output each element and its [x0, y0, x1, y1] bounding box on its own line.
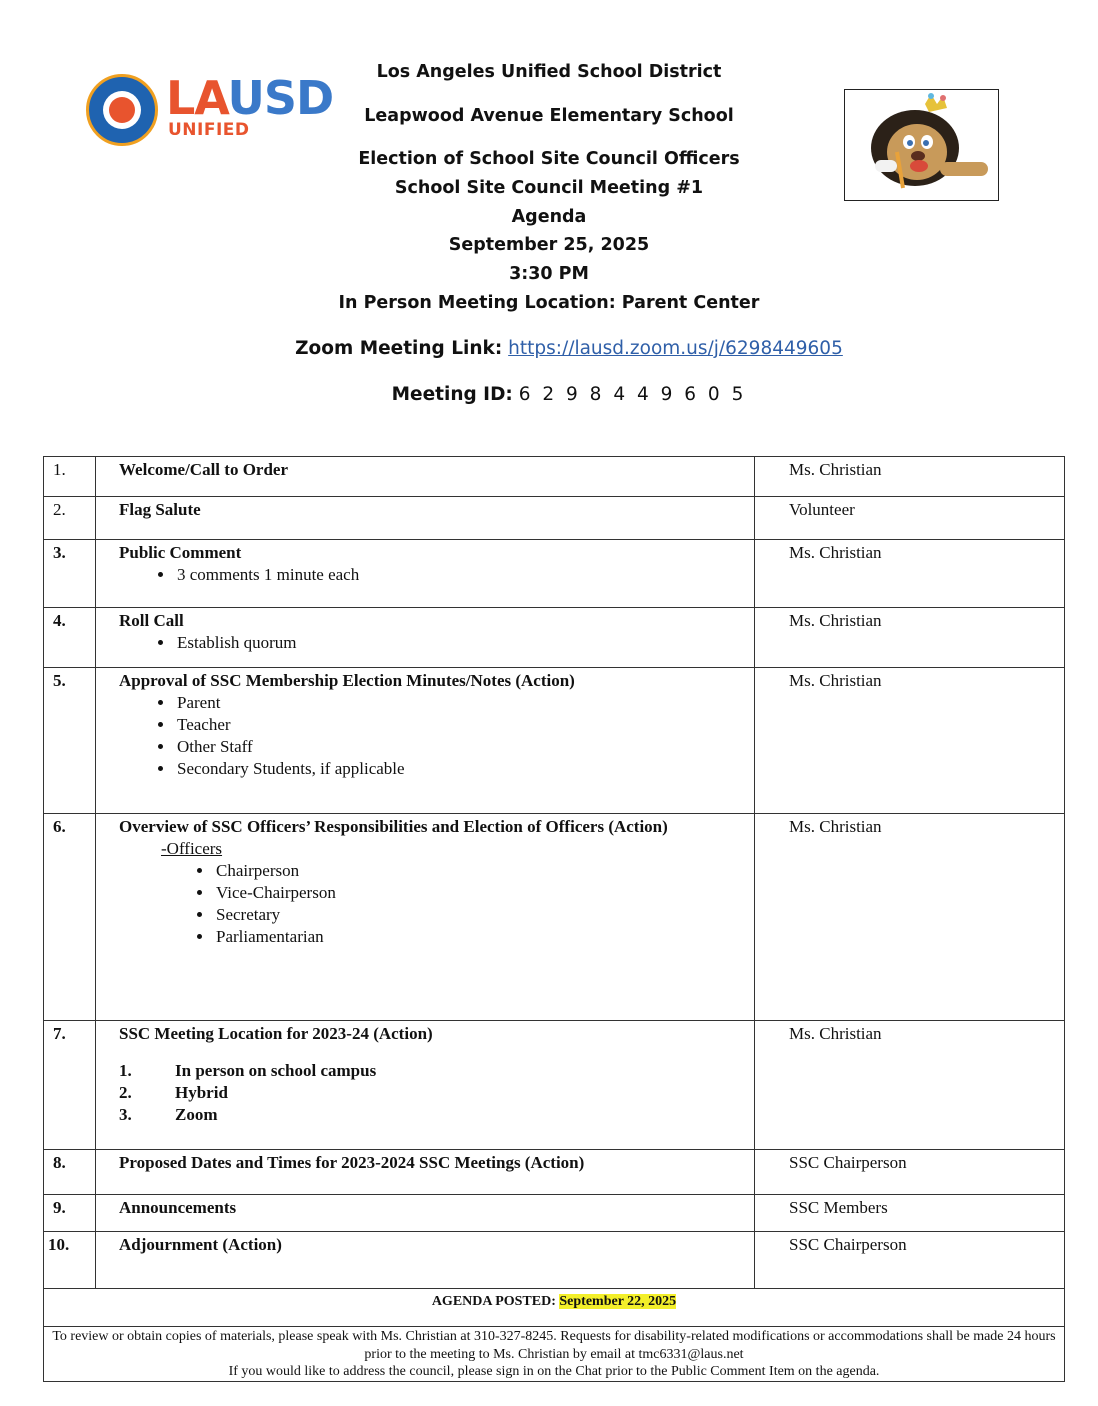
item-number: 6. [44, 814, 96, 1021]
item-number: 3. [44, 540, 96, 608]
list-item: 2. Hybrid [119, 1083, 228, 1102]
logo-word-usd: USD [227, 71, 334, 125]
list-item: • Other Staff [175, 736, 746, 758]
option-list [119, 1060, 746, 1126]
item-title: Roll Call [119, 611, 184, 630]
table-row [44, 457, 1065, 497]
bullet-list [119, 564, 746, 586]
item-title: SSC Meeting Location for 2023-24 (Action) [119, 1024, 433, 1043]
agenda-label: Agenda [511, 207, 587, 227]
list-item: • Parliamentarian [214, 926, 746, 948]
list-item: • Parent [175, 692, 746, 714]
item-presenter: Ms. Christian [755, 540, 1065, 608]
bullet-list [119, 632, 746, 654]
item-title: Proposed Dates and Times for 2023-2024 SSC Meetings (Action) [119, 1153, 585, 1172]
bullet-list [119, 860, 746, 948]
item-presenter: Ms. Christian [755, 608, 1065, 668]
item-number: 8. [44, 1150, 96, 1195]
table-row [44, 1150, 1065, 1195]
zoom-link[interactable]: https://lausd.zoom.us/j/6298449605 [508, 338, 843, 359]
item-title: Overview of SSC Officers’ Responsibilities and Election of Officers (Action) [119, 817, 668, 836]
list-item: • Establish quorum [175, 632, 746, 654]
table-row [44, 814, 1065, 1021]
list-item: • Vice-Chairperson [214, 882, 746, 904]
district-name: Los Angeles Unified School District [376, 62, 722, 82]
item-presenter: Ms. Christian [755, 1021, 1065, 1150]
meeting-id-label: Meeting ID: [391, 384, 513, 405]
list-item: 1. In person on school campus [119, 1061, 377, 1080]
notice-row [44, 1327, 1065, 1382]
list-item: • Secretary [214, 904, 746, 926]
list-item: • Chairperson [214, 860, 746, 882]
meeting-time: 3:30 PM [509, 264, 589, 284]
item-number: 2. [44, 497, 96, 540]
bullet-list [119, 692, 746, 780]
officers-subheading: -Officers [161, 839, 223, 858]
item-presenter: Volunteer [755, 497, 1065, 540]
agenda-posted [44, 1289, 1065, 1327]
zoom-line [0, 338, 1098, 359]
item-presenter: SSC Chairperson [755, 1150, 1065, 1195]
table-row [44, 668, 1065, 814]
table-row [44, 1021, 1065, 1150]
item-number: 9. [44, 1195, 96, 1232]
notice-text: To review or obtain copies of materials, please speak with Ms. Christian at 310-327-8245. Requests for disability-related modifications or accommodations shall be made 24 hours prior to the meeting to Ms. Christian by email at tmc6331@laus.net [52, 1329, 1056, 1362]
meeting-location: In Person Meeting Location: Parent Center [338, 293, 760, 313]
meeting-title: School Site Council Meeting #1 [394, 178, 704, 198]
table-row [44, 540, 1065, 608]
item-presenter: Ms. Christian [755, 814, 1065, 1021]
posted-label: AGENDA POSTED: [431, 1294, 556, 1309]
election-title: Election of School Site Council Officers [358, 149, 740, 169]
item-title: Welcome/Call to Order [119, 460, 289, 479]
meeting-id-value: 6 2 9 8 4 4 9 6 0 5 [518, 384, 747, 405]
table-row [44, 608, 1065, 668]
table-row [44, 497, 1065, 540]
logo-word-la: LA [166, 71, 228, 125]
item-number: 1. [44, 457, 96, 497]
item-number: 4. [44, 608, 96, 668]
footer-notice [44, 1327, 1065, 1382]
table-row [44, 1232, 1065, 1289]
table-row [44, 1195, 1065, 1232]
item-presenter: Ms. Christian [755, 457, 1065, 497]
list-item: • Secondary Students, if applicable [175, 758, 746, 780]
posted-date: September 22, 2025 [559, 1294, 677, 1309]
item-title: Adjournment (Action) [119, 1235, 282, 1254]
item-title: Announcements [119, 1198, 237, 1217]
logo-subtitle: UNIFIED [168, 120, 250, 140]
item-number: 10. [44, 1232, 96, 1289]
meeting-date: September 25, 2025 [448, 235, 650, 255]
agenda-table [43, 456, 1065, 1382]
item-presenter: SSC Members [755, 1195, 1065, 1232]
list-item: 3. Zoom [119, 1105, 218, 1124]
item-title: Flag Salute [119, 500, 201, 519]
school-name: Leapwood Avenue Elementary School [364, 106, 734, 126]
item-presenter: SSC Chairperson [755, 1232, 1065, 1289]
item-title: Approval of SSC Membership Election Minutes/Notes (Action) [119, 671, 575, 690]
item-number: 7. [44, 1021, 96, 1150]
item-title: Public Comment [119, 543, 242, 562]
zoom-label: Zoom Meeting Link: [295, 338, 503, 359]
public-comment-note: If you would like to address the council, please sign in on the Chat prior to the Public Comment Item on the agenda. [228, 1364, 880, 1379]
item-number: 5. [44, 668, 96, 814]
list-item: • 3 comments 1 minute each [175, 564, 746, 586]
list-item: • Teacher [175, 714, 746, 736]
posted-row [44, 1289, 1065, 1327]
item-presenter: Ms. Christian [755, 668, 1065, 814]
meeting-id-line [0, 384, 1098, 405]
